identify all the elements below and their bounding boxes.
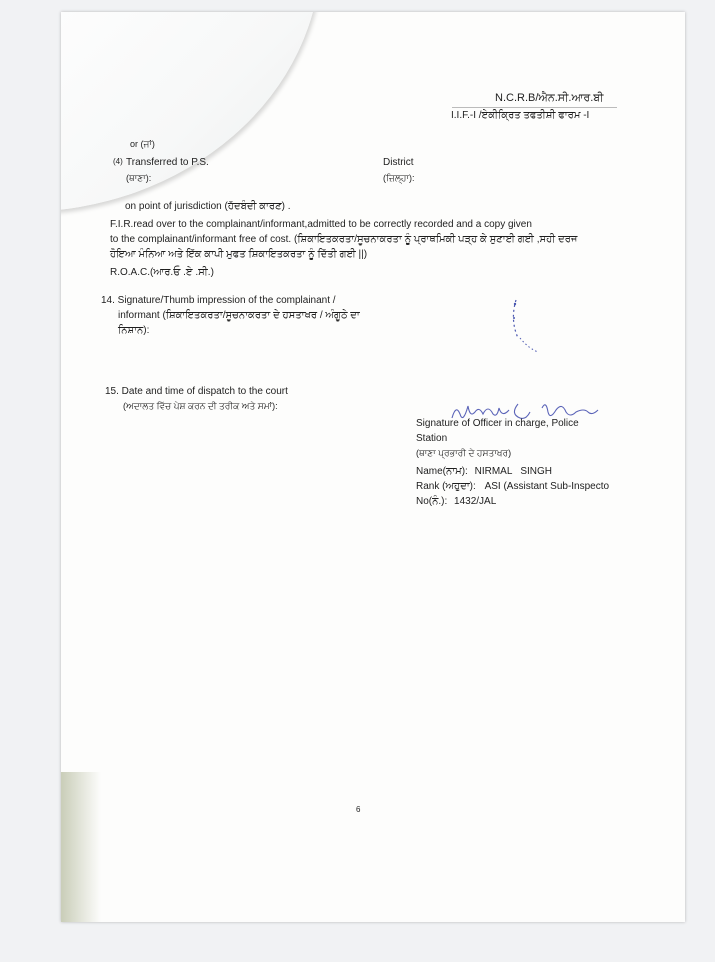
stamp-marks bbox=[513, 300, 538, 352]
name-label: Name(ਨਾਮ): bbox=[416, 466, 468, 477]
roac-label: R.O.A.C.(ਆਰ.ਓ .ਏ .ਸੀ.) bbox=[110, 267, 214, 278]
stamp-arc bbox=[513, 300, 518, 338]
name-field bbox=[416, 466, 552, 477]
jila-label: (ਜ਼ਿਲ੍ਹਾ): bbox=[383, 173, 415, 183]
iif-header: I.I.F.-I /ਏਕੀਕ੍ਰਿਤ ਤਫਤੀਸ਼ੀ ਫਾਰਮ -I bbox=[451, 110, 590, 121]
stamp-arc-lower bbox=[520, 338, 538, 352]
item-15-line-1: 15. Date and time of dispatch to the court bbox=[105, 386, 288, 397]
signature-stroke bbox=[452, 404, 598, 418]
number-value: 1432/JAL bbox=[454, 496, 497, 507]
item-14-line-3: ਨਿਸ਼ਾਨ): bbox=[118, 325, 150, 336]
page-curl bbox=[61, 12, 321, 212]
page-number: 6 bbox=[356, 805, 361, 814]
number-field bbox=[416, 496, 496, 507]
number-label: No(ਨੰ.): bbox=[416, 496, 448, 507]
district-label: District bbox=[383, 157, 414, 168]
fir-read-line-1: F.I.R.read over to the complainant/informant,admitted to be correctly recorded and a copy given bbox=[110, 219, 532, 230]
item-14-line-1: 14. Signature/Thumb impression of the complainant / bbox=[101, 295, 336, 306]
rank-value: ASI (Assistant Sub-Inspecto bbox=[484, 481, 610, 492]
officer-signature-punjabi: (ਥਾਣਾ ਪ੍ਰਭਾਰੀ ਦੇ ਹਸਤਾਖਰ) bbox=[416, 448, 512, 458]
page-edge-shadow bbox=[61, 772, 101, 922]
stamp-dot bbox=[513, 317, 515, 319]
item-15-line-2: (ਅਦਾਲਤ ਵਿੱਚ ਪੇਸ਼ ਕਰਨ ਦੀ ਤਰੀਕ ਅਤੇ ਸਮਾਂ): bbox=[123, 401, 278, 411]
rank-field bbox=[416, 481, 609, 492]
item-14-line-2: informant (ਸ਼ਿਕਾਇਤਕਰਤਾ/ਸੂਚਨਾਕਰਤਾ ਦੇ ਹਸਤਾਖਰ / ਅੰਗੂਠੇ ਦਾ bbox=[118, 310, 360, 321]
name-value: NIRMAL SINGH bbox=[474, 466, 553, 477]
faint-stamp bbox=[498, 292, 568, 362]
jurisdiction-label: on point of jurisdiction (ਹੱਦਬੰਦੀ ਕਾਰਣ) . bbox=[125, 201, 291, 212]
thana-label: (ਥਾਣਾ): bbox=[126, 173, 152, 183]
fir-read-line-2: to the complainant/informant free of cost. (ਸ਼ਿਕਾਇਤਕਰਤਾ/ਸੂਚਨਾਕਰਤਾ ਨੂੰ ਪ੍ਰਾਥਮਿਕੀ ਪੜ੍ਹ ਕੇ ਸੁਣਾਈ ਗਈ ,ਸਹੀ ਦਰਜ bbox=[110, 234, 578, 245]
officer-signature-line-1: Signature of Officer in charge, Police bbox=[416, 418, 579, 429]
or-label: or (ਜਾਂ) bbox=[130, 139, 155, 149]
ncrb-header: N.C.R.B/ਐਨ.ਸੀ.ਆਰ.ਬੀ bbox=[495, 92, 604, 104]
rank-label: Rank (ਅਹੁਦਾ): bbox=[416, 481, 476, 492]
officer-signature-line-2: Station bbox=[416, 433, 448, 444]
header-rule bbox=[452, 107, 617, 108]
stamp-dot bbox=[514, 303, 516, 305]
transferred-label: Transferred to P.S. bbox=[126, 157, 209, 168]
section-number: (4) bbox=[113, 157, 123, 166]
fir-read-line-3: ਹੋਇਆ ਮੰਨਿਆ ਅਤੇ ਇੱਕ ਕਾਪੀ ਮੁਫਤ ਸ਼ਿਕਾਇਤਕਰਤਾ ਨੂੰ ਦਿੱਤੀ ਗਈ ||) bbox=[110, 249, 368, 260]
